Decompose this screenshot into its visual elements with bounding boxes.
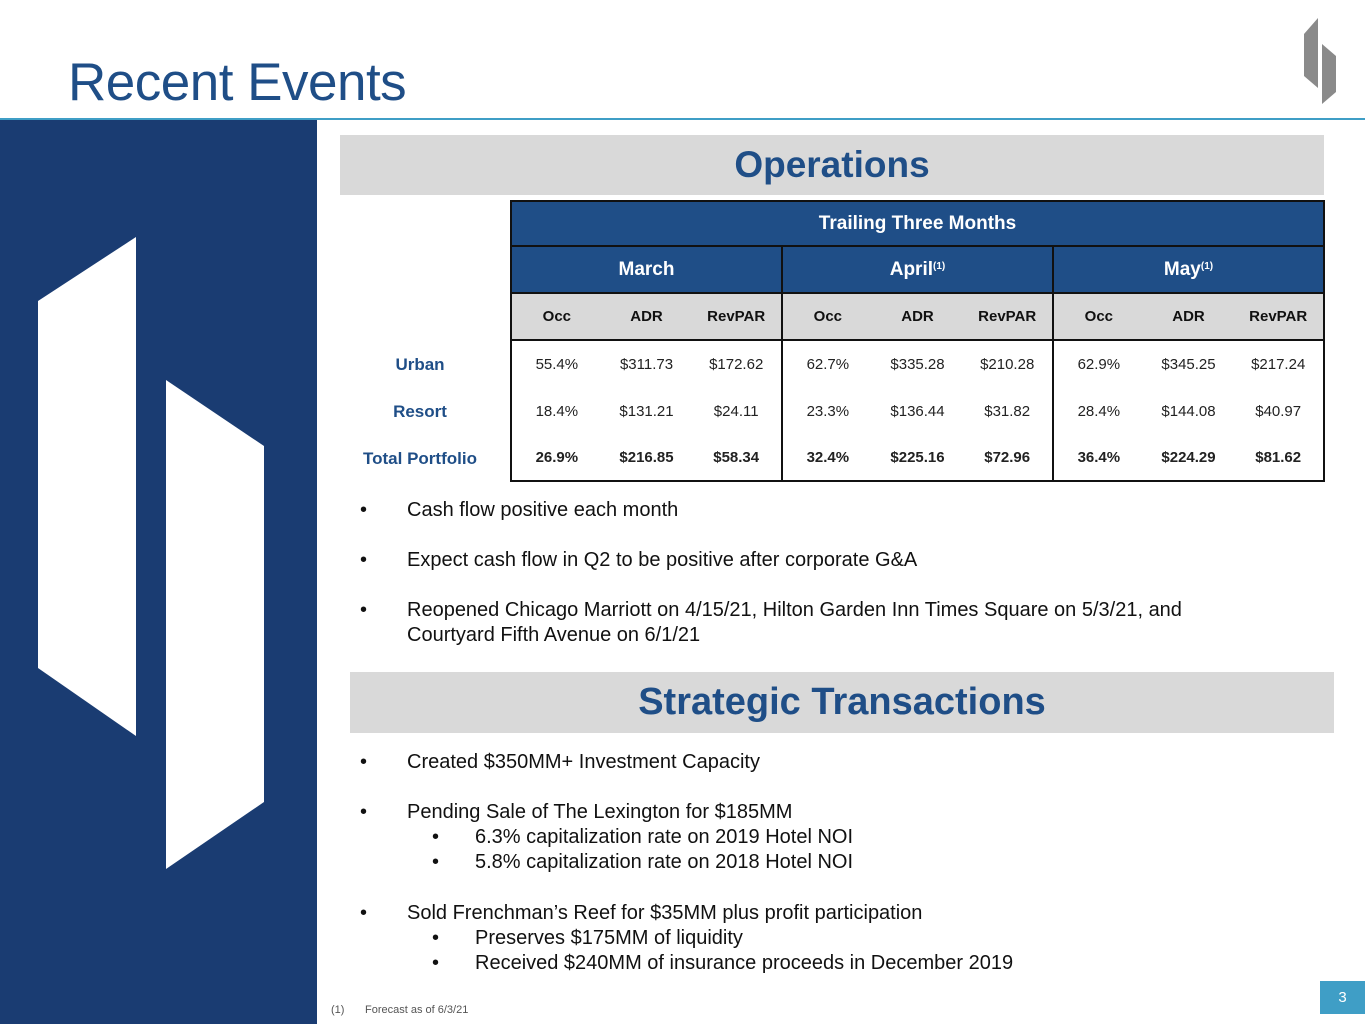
brand-graphic-icon [0, 120, 317, 1024]
table-cell: 18.4% [535, 403, 579, 420]
bullet-icon: • [360, 499, 368, 521]
table-cell: $72.96 [984, 449, 1031, 466]
list-item-text: 6.3% capitalization rate on 2019 Hotel NOI [475, 826, 853, 848]
table-cell: $345.25 [1161, 356, 1216, 373]
row-label: Urban [395, 355, 445, 374]
table-cell: 23.3% [806, 403, 850, 420]
list-item-text: Reopened Chicago Marriott on 4/15/21, Hilton Garden Inn Times Square on 5/3/21, and [407, 599, 1182, 621]
month-note: (1) [1200, 261, 1214, 272]
table-row-total [510, 435, 1325, 482]
column-group [781, 294, 1052, 339]
footnote-marker: (1) [331, 1004, 345, 1016]
table-cell: 36.4% [1077, 449, 1121, 466]
column-group [781, 341, 1052, 388]
column-header: RevPAR [1249, 308, 1308, 325]
month-label: April [889, 258, 934, 280]
company-logo-icon [1300, 16, 1340, 106]
bullet-icon: • [360, 801, 368, 823]
operations-heading: Operations [340, 135, 1324, 195]
column-group [1052, 435, 1323, 480]
month-header [783, 247, 1054, 294]
bullet-icon: • [360, 902, 368, 924]
table-cell: 55.4% [535, 356, 579, 373]
table-cell: $311.73 [619, 356, 674, 373]
column-group [512, 341, 781, 388]
table-cell: $216.85 [619, 449, 674, 466]
table-cell: $24.11 [713, 403, 759, 420]
list-item-text: Received $240MM of insurance proceeds in December 2019 [475, 952, 1014, 974]
table-cell: $144.08 [1161, 403, 1216, 420]
footnote-text: Forecast as of 6/3/21 [365, 1004, 469, 1016]
column-header: Occ [542, 308, 572, 325]
table-cell: $217.24 [1251, 356, 1306, 373]
sidebar-panel [0, 120, 317, 1024]
list-item-text: Created $350MM+ Investment Capacity [407, 751, 760, 773]
column-group [1052, 294, 1323, 339]
page-number: 3 [1320, 981, 1365, 1014]
list-item-text: Pending Sale of The Lexington for $185MM [407, 801, 793, 823]
column-group [512, 388, 781, 435]
column-header-row [510, 294, 1325, 341]
table-cell: $81.62 [1255, 449, 1302, 466]
table-cell: 62.7% [806, 356, 850, 373]
list-item-text: 5.8% capitalization rate on 2018 Hotel NOI [475, 851, 853, 873]
month-note: (1) [933, 261, 946, 272]
table-cell: $225.16 [890, 449, 945, 466]
month-label: May [1163, 258, 1201, 280]
table-cell: $224.29 [1161, 449, 1216, 466]
page-title: Recent Events [68, 53, 407, 112]
column-header: Occ [1084, 308, 1114, 325]
column-header: ADR [1172, 308, 1205, 325]
bullet-icon: • [432, 851, 440, 873]
column-header: Occ [813, 308, 843, 325]
column-header: RevPAR [707, 308, 766, 325]
column-group [781, 388, 1052, 435]
column-group [1052, 388, 1323, 435]
column-group [512, 435, 781, 480]
bullet-icon: • [432, 952, 440, 974]
column-group [1052, 341, 1323, 388]
row-label: Total Portfolio [363, 449, 477, 468]
bullet-icon: • [432, 826, 440, 848]
row-label: Resort [393, 402, 447, 421]
table-cell: $172.62 [709, 356, 764, 373]
table-cell: $335.28 [890, 356, 945, 373]
list-item-text: Courtyard Fifth Avenue on 6/1/21 [407, 624, 701, 646]
table-row [510, 388, 1325, 435]
table-cell: 26.9% [535, 449, 579, 466]
list-item-text: Preserves $175MM of liquidity [475, 927, 743, 949]
table-banner: Trailing Three Months [510, 200, 1325, 247]
bullet-icon: • [360, 751, 368, 773]
table-cell: 62.9% [1077, 356, 1121, 373]
bullet-icon: • [360, 549, 368, 571]
column-header: RevPAR [978, 308, 1037, 325]
strategic-heading: Strategic Transactions [350, 672, 1334, 733]
column-group [512, 294, 781, 339]
month-label: March [618, 258, 675, 280]
month-header [1054, 247, 1325, 294]
bullet-icon: • [432, 927, 440, 949]
list-item-text: Expect cash flow in Q2 to be positive after corporate G&A [407, 549, 918, 571]
table-cell: $40.97 [1255, 403, 1302, 420]
table-cell: $136.44 [890, 403, 945, 420]
table-cell: 32.4% [806, 449, 850, 466]
table-cell: 28.4% [1077, 403, 1121, 420]
table-cell: $210.28 [980, 356, 1035, 373]
month-header-row [510, 247, 1325, 294]
table-cell: $31.82 [984, 403, 1031, 420]
table-cell: $58.34 [713, 449, 760, 466]
month-header [510, 247, 783, 294]
table-cell: $131.21 [619, 403, 674, 420]
list-item-text: Sold Frenchman’s Reef for $35MM plus profit participation [407, 902, 923, 924]
table-row [510, 341, 1325, 388]
column-header: ADR [630, 308, 663, 325]
list-item-text: Cash flow positive each month [407, 499, 679, 521]
column-header: ADR [901, 308, 934, 325]
column-group [781, 435, 1052, 480]
bullet-icon: • [360, 599, 368, 621]
